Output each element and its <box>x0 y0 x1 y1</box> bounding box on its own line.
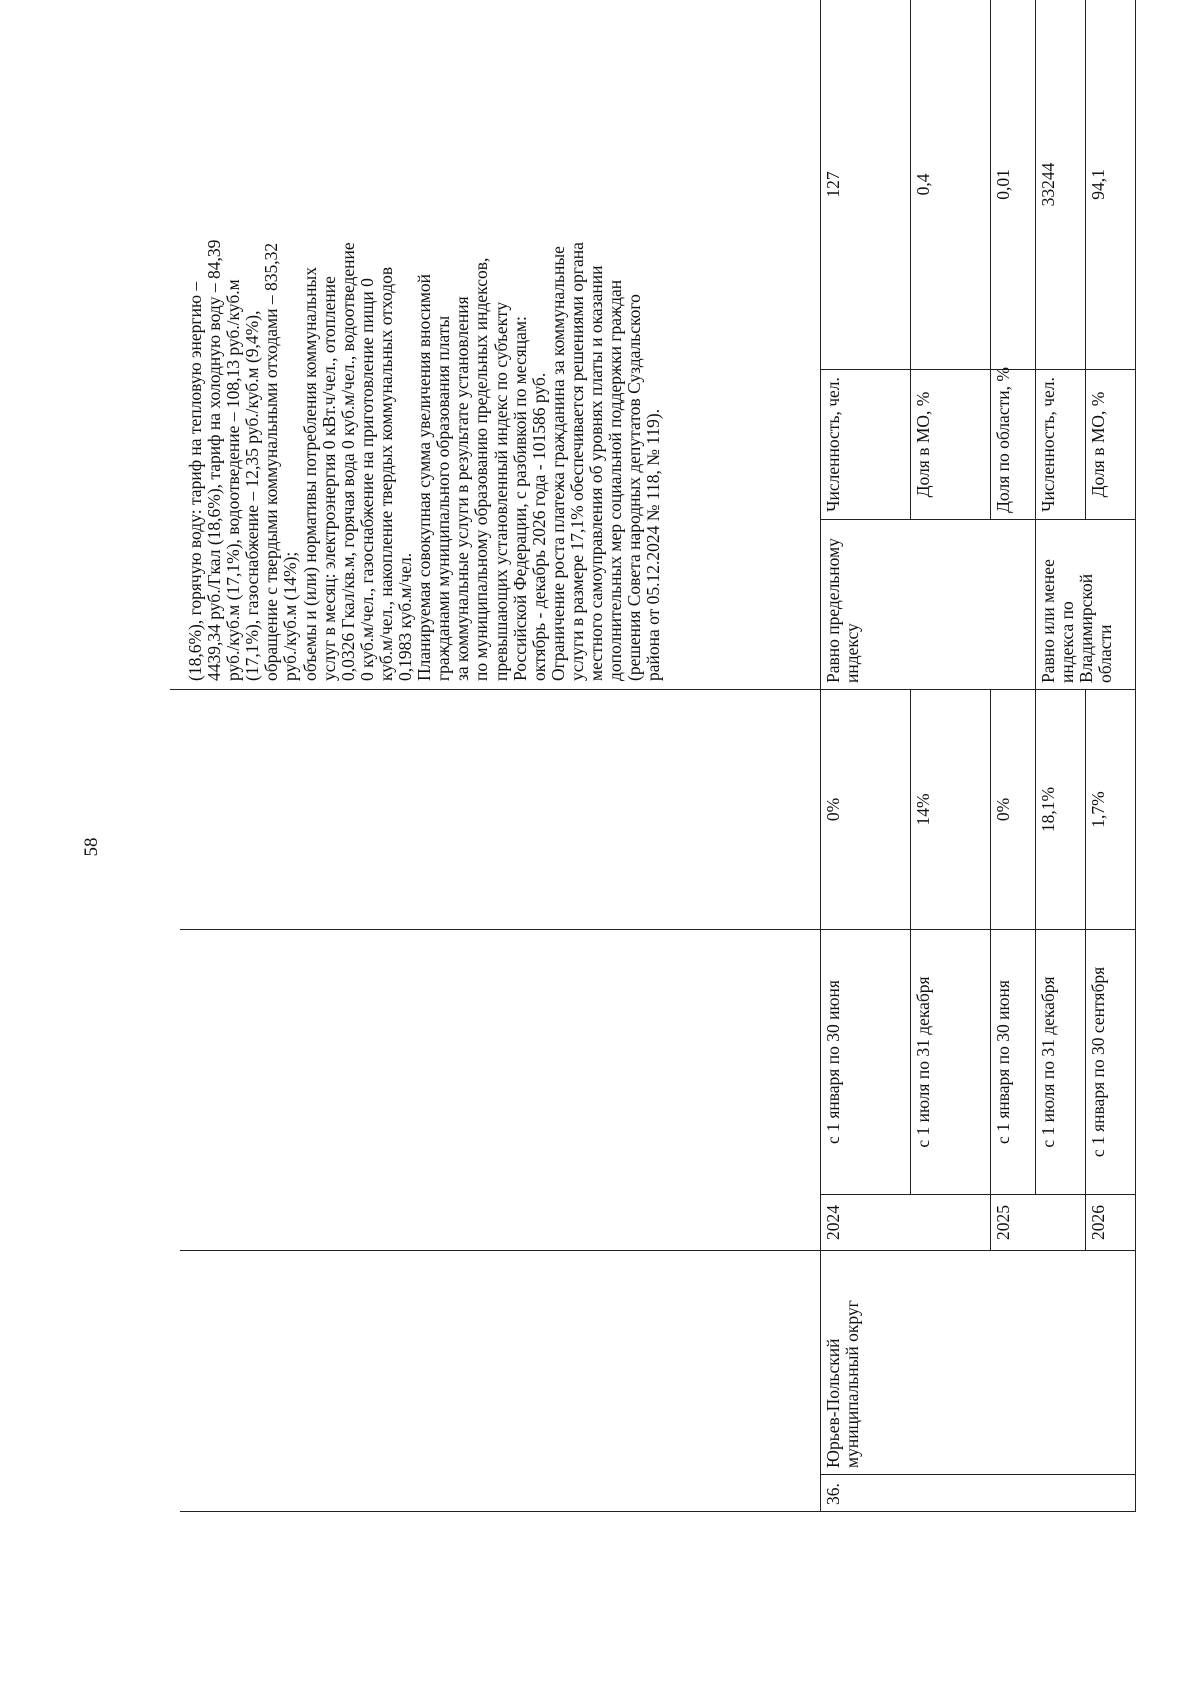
metric-value: 94,1 <box>1085 0 1135 370</box>
period-label: с 1 июля по 31 декабря <box>1035 930 1085 1195</box>
category-cell: Равно или менее индекса по Владимирской области <box>1035 520 1135 690</box>
description-line: района от 05.12.2024 № 118, № 119). <box>643 408 664 681</box>
metric-label: Доля в МО, % <box>910 370 990 520</box>
metric-value: 0,01 <box>990 0 1035 370</box>
description-line: объемы и (или) нормативы потребления коммунальных <box>299 267 320 681</box>
entry-name: Юрьев-Польский муниципальный округ <box>820 1251 1135 1475</box>
period-value: 14% <box>910 690 990 930</box>
description-line: 4439,34 руб./Гкал (18,6%), тариф на холодную воду – 84,39 <box>204 239 225 681</box>
description-line: 0,1983 куб.м/чел. <box>395 552 416 681</box>
description-line: за коммунальные услуги в результате установления <box>452 296 473 681</box>
year-cell: 2025 <box>990 1195 1085 1251</box>
description-line: руб./куб.м (17,1%), водоотведение – 108,13 руб./куб.м <box>223 279 244 681</box>
description-line: (решения Совета народных депутатов Суздальского <box>624 294 645 681</box>
metric-label: Доля по области, % <box>990 370 1035 520</box>
period-value: 0% <box>990 690 1035 930</box>
description-line: услуги в размере 17,1% обеспечивается решениями органа <box>566 242 587 681</box>
description-text <box>180 0 820 690</box>
description-line: 0 куб.м/чел., газоснабжение на приготовление пищи 0 <box>356 278 377 681</box>
description-line: местного самоуправления об уровнях платы и оказании <box>585 265 606 681</box>
metric-label: Численность, чел. <box>1035 370 1085 520</box>
metric-label: Численность, чел. <box>820 370 910 520</box>
description-line: 0,0326 Гкал/кв.м, горячая вода 0 куб.м/чел., водоотведение <box>337 242 358 681</box>
description-line: обращение с твердыми коммунальными отходами – 835,32 <box>261 242 282 681</box>
description-line: октябрь - декабрь 2026 года - 101586 руб. <box>528 372 549 681</box>
tariff-table <box>170 0 1136 1512</box>
year-cell: 2026 <box>1085 1195 1135 1251</box>
rotated-page-content <box>170 0 1200 1512</box>
metric-value: 33244 <box>1035 0 1085 370</box>
category-cell: Равно предельному индексу <box>820 520 1035 690</box>
description-line: превышающих установленный индекс по субъекту <box>490 301 511 681</box>
period-label: с 1 июля по 31 декабря <box>910 930 990 1195</box>
year-cell: 2024 <box>820 1195 990 1251</box>
metric-label: Доля в МО, % <box>1085 370 1135 520</box>
description-line: Ограничение роста платежа гражданина за коммунальные <box>547 246 568 681</box>
period-label: с 1 января по 30 сентября <box>1085 930 1135 1195</box>
description-line: (18,6%), горячую воду: тариф на тепловую энергию – <box>185 281 205 681</box>
description-line: (17,1%), газоснабжение – 12,35 руб./куб.м (9,4%), <box>242 310 263 681</box>
description-line: Российской Федерации, с разбивкой по месяцам: <box>509 316 530 681</box>
period-label: с 1 января по 30 июня <box>820 930 910 1195</box>
description-line: услуг в месяц: электроэнергия 0 кВт.ч/чел., отопление <box>318 276 339 681</box>
metric-value: 0,4 <box>910 0 990 370</box>
period-value: 0% <box>820 690 910 930</box>
page-number: 58 <box>81 837 102 857</box>
description-cell <box>170 0 180 690</box>
period-value: 1,7% <box>1085 690 1135 930</box>
entry-number: 36. <box>820 1475 1135 1512</box>
description-line: гражданами муниципального образования платы <box>433 315 454 681</box>
description-line: дополнительных мер социальной поддержки граждан <box>605 279 626 681</box>
description-line: куб.м/чел., накопление твердых коммунальных отходов <box>375 266 396 681</box>
period-label: с 1 января по 30 июня <box>990 930 1035 1195</box>
metric-value: 127 <box>820 0 910 370</box>
description-line: руб./куб.м (14%); <box>280 551 301 681</box>
description-line: по муниципальному образованию предельных индексов, <box>471 257 492 681</box>
description-line: Планируемая совокупная сумма увеличения вносимой <box>414 273 435 681</box>
period-value: 18,1% <box>1035 690 1085 930</box>
